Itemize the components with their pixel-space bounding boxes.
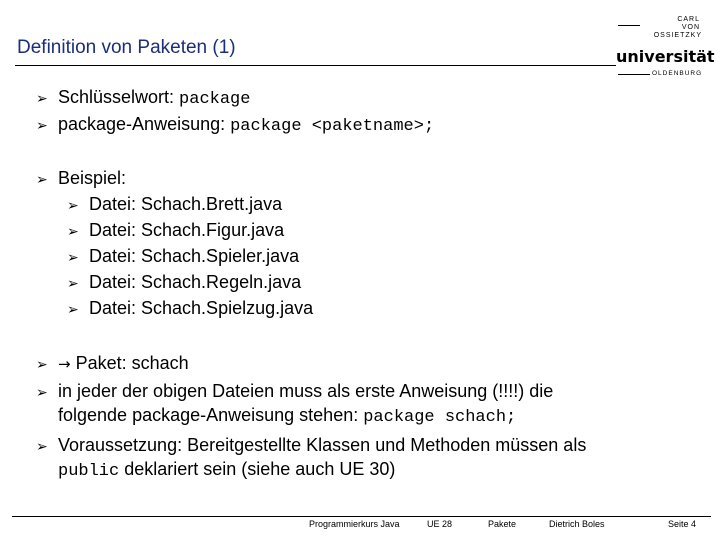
bullet-first-statement-line2 — [58, 405, 516, 428]
file-item-text: Datei: Schach.Brett.java — [89, 194, 283, 214]
bullet-example — [36, 168, 126, 191]
file-item-text: Datei: Schach.Regeln.java — [89, 272, 302, 292]
arrowhead-bullet-icon: ➢ — [36, 385, 48, 401]
file-item — [67, 220, 284, 243]
bullet-first-statement — [36, 381, 553, 404]
file-item-text: Datei: Schach.Spieler.java — [89, 246, 300, 266]
title-underline — [15, 65, 616, 66]
arrowhead-bullet-icon: ➢ — [36, 357, 48, 373]
bullet-precondition-line2 — [58, 459, 395, 482]
bullet-package-statement-code: package <paketname>; — [230, 117, 435, 136]
footer-course: Programmierkurs Java — [309, 519, 400, 529]
bullet-precondition-line1: Voraussetzung: Bereitgestellte Klassen und Methoden müssen als — [58, 435, 587, 455]
arrowhead-bullet-icon: ➢ — [67, 224, 79, 240]
arrowhead-bullet-icon: ➢ — [36, 118, 48, 134]
bullet-keyword — [36, 87, 250, 110]
bullet-first-statement-line2-code: package schach; — [363, 408, 517, 427]
footer-unit: UE 28 — [427, 519, 453, 529]
logo-universitaet: universität — [616, 47, 715, 66]
logo-oldenburg: OLDENBURG — [652, 70, 703, 77]
arrowhead-bullet-icon: ➢ — [67, 250, 79, 266]
bullet-keyword-code: package — [179, 90, 251, 109]
file-item-text: Datei: Schach.Spielzug.java — [89, 298, 314, 318]
right-arrow-icon: → — [58, 355, 71, 373]
footer-author: Dietrich Boles — [549, 519, 605, 529]
bullet-first-statement-line1: in jeder der obigen Dateien muss als erste Anweisung (!!!!) die — [58, 381, 554, 401]
arrowhead-bullet-icon: ➢ — [36, 172, 48, 188]
arrowhead-bullet-icon: ➢ — [67, 276, 79, 292]
file-item — [67, 298, 313, 321]
arrowhead-bullet-icon: ➢ — [67, 302, 79, 318]
bullet-package-name — [36, 353, 189, 376]
bullet-package-name-text: Paket: schach — [70, 353, 189, 373]
bullet-precondition-line2-code: public — [58, 462, 120, 481]
logo-line-von: VON — [681, 24, 700, 31]
bullet-first-statement-line2-text: folgende package-Anweisung stehen: — [58, 405, 364, 425]
footer-topic: Pakete — [488, 519, 517, 529]
bullet-precondition-line2-text: deklariert sein (siehe auch UE 30) — [119, 459, 396, 479]
arrowhead-bullet-icon: ➢ — [36, 91, 48, 107]
bullet-example-text: Beispiel: — [58, 168, 127, 188]
logo-line-ossietzky: OSSIETZKY — [653, 32, 702, 39]
file-item-text: Datei: Schach.Figur.java — [89, 220, 285, 240]
slide-title: Definition von Paketen (1) — [17, 37, 236, 58]
bullet-precondition — [36, 435, 586, 458]
university-logo — [616, 14, 715, 77]
file-item — [67, 246, 299, 269]
bullet-keyword-text: Schlüsselwort: — [58, 87, 180, 107]
arrowhead-bullet-icon: ➢ — [67, 198, 79, 214]
arrowhead-bullet-icon: ➢ — [36, 439, 48, 455]
footer-rule — [12, 516, 711, 517]
footer-page: Seite 4 — [668, 519, 697, 529]
logo-line-carl: CARL — [677, 16, 700, 23]
file-item — [67, 194, 282, 217]
file-item — [67, 272, 301, 295]
bullet-package-statement-text: package-Anweisung: — [58, 114, 231, 134]
bullet-package-statement — [36, 114, 434, 137]
logo-divider-bottom — [618, 74, 650, 75]
